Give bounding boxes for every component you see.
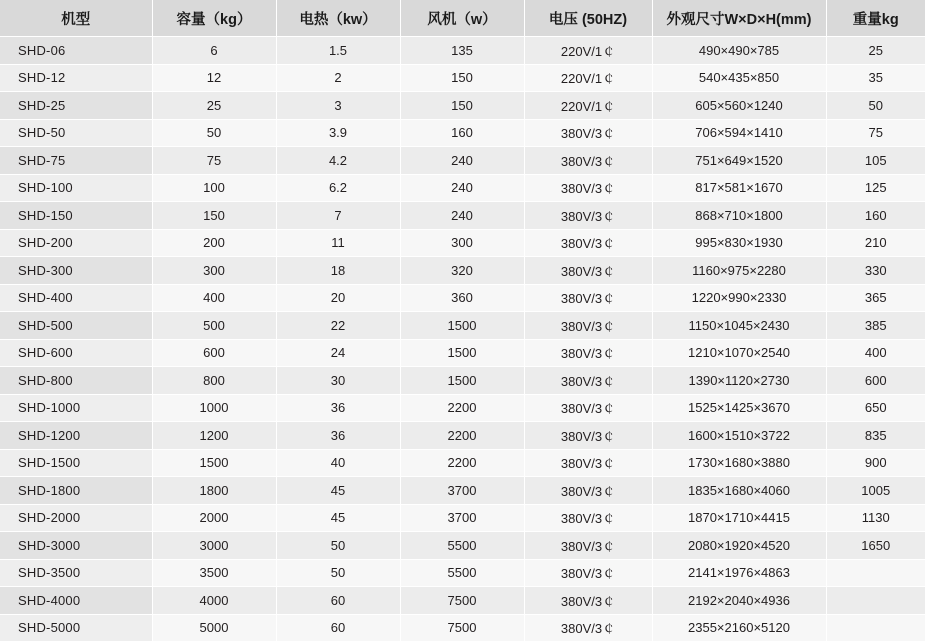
cell-value: 380V/3￠ <box>524 119 652 147</box>
cell-value: 380V/3￠ <box>524 449 652 477</box>
cell-value: 1500 <box>152 449 276 477</box>
cell-model: SHD-200 <box>0 229 152 257</box>
cell-value: 75 <box>152 147 276 175</box>
cell-value: 210 <box>826 229 925 257</box>
cell-value: 2355×2160×5120 <box>652 614 826 642</box>
cell-value: 490×490×785 <box>652 37 826 65</box>
cell-value: 35 <box>826 64 925 92</box>
table-row <box>0 174 925 202</box>
cell-value: 380V/3￠ <box>524 339 652 367</box>
cell-model: SHD-1800 <box>0 477 152 505</box>
cell-value: 5500 <box>400 559 524 587</box>
cell-value: 6.2 <box>276 174 400 202</box>
table-row <box>0 504 925 532</box>
cell-value: 1220×990×2330 <box>652 284 826 312</box>
table-row <box>0 422 925 450</box>
cell-value: 30 <box>276 367 400 395</box>
table-row <box>0 202 925 230</box>
cell-value: 600 <box>826 367 925 395</box>
cell-model: SHD-1200 <box>0 422 152 450</box>
cell-value: 3700 <box>400 504 524 532</box>
table-row <box>0 477 925 505</box>
cell-value: 75 <box>826 119 925 147</box>
table-body <box>0 37 925 642</box>
table-row <box>0 119 925 147</box>
cell-value: 25 <box>152 92 276 120</box>
cell-value: 650 <box>826 394 925 422</box>
cell-value: 1390×1120×2730 <box>652 367 826 395</box>
cell-model: SHD-06 <box>0 37 152 65</box>
cell-value: 50 <box>826 92 925 120</box>
cell-value: 380V/3￠ <box>524 614 652 642</box>
cell-value: 1600×1510×3722 <box>652 422 826 450</box>
column-header-weight: 重量kg <box>826 0 925 37</box>
cell-value: 45 <box>276 504 400 532</box>
cell-value: 2 <box>276 64 400 92</box>
table-row <box>0 284 925 312</box>
cell-value: 5000 <box>152 614 276 642</box>
cell-value: 1160×975×2280 <box>652 257 826 285</box>
cell-value: 20 <box>276 284 400 312</box>
cell-value: 995×830×1930 <box>652 229 826 257</box>
cell-value: 600 <box>152 339 276 367</box>
cell-value: 360 <box>400 284 524 312</box>
cell-value: 160 <box>826 202 925 230</box>
cell-value: 50 <box>276 532 400 560</box>
table-row <box>0 312 925 340</box>
cell-value: 22 <box>276 312 400 340</box>
cell-value: 2200 <box>400 422 524 450</box>
cell-value: 3700 <box>400 477 524 505</box>
cell-value: 1.5 <box>276 37 400 65</box>
cell-value: 105 <box>826 147 925 175</box>
cell-model: SHD-3000 <box>0 532 152 560</box>
cell-value: 1000 <box>152 394 276 422</box>
cell-value: 330 <box>826 257 925 285</box>
cell-value: 3000 <box>152 532 276 560</box>
cell-model: SHD-150 <box>0 202 152 230</box>
cell-model: SHD-800 <box>0 367 152 395</box>
cell-value: 380V/3￠ <box>524 174 652 202</box>
cell-value: 1150×1045×2430 <box>652 312 826 340</box>
cell-value: 380V/3￠ <box>524 367 652 395</box>
cell-value: 40 <box>276 449 400 477</box>
column-header-voltage: 电压 (50HZ) <box>524 0 652 37</box>
table-row <box>0 532 925 560</box>
cell-value: 605×560×1240 <box>652 92 826 120</box>
cell-value: 135 <box>400 37 524 65</box>
cell-value: 240 <box>400 147 524 175</box>
table-row <box>0 339 925 367</box>
cell-value: 1650 <box>826 532 925 560</box>
table-row <box>0 559 925 587</box>
table-row <box>0 449 925 477</box>
cell-value: 380V/3￠ <box>524 202 652 230</box>
cell-value: 11 <box>276 229 400 257</box>
cell-value: 125 <box>826 174 925 202</box>
cell-value: 706×594×1410 <box>652 119 826 147</box>
cell-value: 60 <box>276 587 400 615</box>
cell-value: 1835×1680×4060 <box>652 477 826 505</box>
cell-model: SHD-600 <box>0 339 152 367</box>
table-row <box>0 229 925 257</box>
cell-value: 1500 <box>400 312 524 340</box>
table-row <box>0 394 925 422</box>
cell-value: 300 <box>152 257 276 285</box>
column-header-dimensions: 外观尺寸W×D×H(mm) <box>652 0 826 37</box>
cell-model: SHD-500 <box>0 312 152 340</box>
cell-model: SHD-2000 <box>0 504 152 532</box>
cell-value: 380V/3￠ <box>524 532 652 560</box>
cell-value: 4000 <box>152 587 276 615</box>
cell-value: 835 <box>826 422 925 450</box>
cell-value: 240 <box>400 202 524 230</box>
cell-value: 380V/3￠ <box>524 284 652 312</box>
cell-value: 200 <box>152 229 276 257</box>
cell-value: 868×710×1800 <box>652 202 826 230</box>
cell-value: 60 <box>276 614 400 642</box>
table-row <box>0 587 925 615</box>
cell-value: 385 <box>826 312 925 340</box>
cell-value: 1130 <box>826 504 925 532</box>
cell-value: 400 <box>152 284 276 312</box>
cell-value: 380V/3￠ <box>524 312 652 340</box>
table-header <box>0 0 925 37</box>
cell-value: 1800 <box>152 477 276 505</box>
table-row <box>0 614 925 642</box>
cell-value: 25 <box>826 37 925 65</box>
cell-value: 380V/3￠ <box>524 559 652 587</box>
column-header-model: 机型 <box>0 0 152 37</box>
cell-value: 380V/3￠ <box>524 394 652 422</box>
cell-value: 100 <box>152 174 276 202</box>
cell-value: 45 <box>276 477 400 505</box>
cell-model: SHD-400 <box>0 284 152 312</box>
cell-value: 1200 <box>152 422 276 450</box>
cell-value: 50 <box>152 119 276 147</box>
cell-value: 380V/3￠ <box>524 422 652 450</box>
table-row <box>0 147 925 175</box>
cell-value: 2200 <box>400 394 524 422</box>
cell-value: 1500 <box>400 339 524 367</box>
cell-value: 380V/3￠ <box>524 477 652 505</box>
table-row <box>0 92 925 120</box>
cell-value: 150 <box>400 92 524 120</box>
cell-value: 6 <box>152 37 276 65</box>
table-row <box>0 367 925 395</box>
cell-value: 800 <box>152 367 276 395</box>
cell-model: SHD-4000 <box>0 587 152 615</box>
cell-value: 18 <box>276 257 400 285</box>
cell-value: 3500 <box>152 559 276 587</box>
table-row <box>0 257 925 285</box>
cell-value: 380V/3￠ <box>524 257 652 285</box>
cell-model: SHD-5000 <box>0 614 152 642</box>
cell-value <box>826 614 925 642</box>
cell-value: 12 <box>152 64 276 92</box>
cell-value: 2192×2040×4936 <box>652 587 826 615</box>
cell-model: SHD-1000 <box>0 394 152 422</box>
cell-value: 3.9 <box>276 119 400 147</box>
cell-value: 5500 <box>400 532 524 560</box>
cell-value: 900 <box>826 449 925 477</box>
cell-model: SHD-1500 <box>0 449 152 477</box>
cell-value: 500 <box>152 312 276 340</box>
cell-value: 1210×1070×2540 <box>652 339 826 367</box>
cell-value: 2141×1976×4863 <box>652 559 826 587</box>
cell-value: 2000 <box>152 504 276 532</box>
cell-value: 1005 <box>826 477 925 505</box>
cell-value: 817×581×1670 <box>652 174 826 202</box>
cell-model: SHD-50 <box>0 119 152 147</box>
cell-value: 7500 <box>400 587 524 615</box>
cell-value: 2200 <box>400 449 524 477</box>
cell-value: 751×649×1520 <box>652 147 826 175</box>
table-header-row <box>0 0 925 37</box>
cell-value: 220V/1￠ <box>524 92 652 120</box>
cell-value: 4.2 <box>276 147 400 175</box>
cell-value: 3 <box>276 92 400 120</box>
cell-value: 220V/1￠ <box>524 37 652 65</box>
column-header-fan: 风机（w） <box>400 0 524 37</box>
cell-value: 380V/3￠ <box>524 147 652 175</box>
cell-value: 380V/3￠ <box>524 504 652 532</box>
cell-value: 1500 <box>400 367 524 395</box>
cell-value <box>826 559 925 587</box>
cell-value: 220V/1￠ <box>524 64 652 92</box>
cell-value: 150 <box>400 64 524 92</box>
cell-value: 2080×1920×4520 <box>652 532 826 560</box>
cell-value: 1730×1680×3880 <box>652 449 826 477</box>
cell-value: 380V/3￠ <box>524 229 652 257</box>
cell-value: 1525×1425×3670 <box>652 394 826 422</box>
cell-model: SHD-300 <box>0 257 152 285</box>
cell-value: 36 <box>276 394 400 422</box>
column-header-electric-heat: 电热（kw） <box>276 0 400 37</box>
cell-value: 7 <box>276 202 400 230</box>
cell-value: 400 <box>826 339 925 367</box>
column-header-capacity: 容量（kg） <box>152 0 276 37</box>
cell-value: 150 <box>152 202 276 230</box>
cell-model: SHD-12 <box>0 64 152 92</box>
cell-value: 380V/3￠ <box>524 587 652 615</box>
cell-value: 160 <box>400 119 524 147</box>
cell-value: 24 <box>276 339 400 367</box>
cell-value: 365 <box>826 284 925 312</box>
cell-model: SHD-100 <box>0 174 152 202</box>
cell-value: 50 <box>276 559 400 587</box>
cell-value: 7500 <box>400 614 524 642</box>
cell-value: 540×435×850 <box>652 64 826 92</box>
cell-value: 1870×1710×4415 <box>652 504 826 532</box>
cell-model: SHD-3500 <box>0 559 152 587</box>
cell-value <box>826 587 925 615</box>
cell-model: SHD-25 <box>0 92 152 120</box>
cell-model: SHD-75 <box>0 147 152 175</box>
table-row <box>0 64 925 92</box>
cell-value: 240 <box>400 174 524 202</box>
table-row <box>0 37 925 65</box>
cell-value: 300 <box>400 229 524 257</box>
cell-value: 36 <box>276 422 400 450</box>
cell-value: 320 <box>400 257 524 285</box>
